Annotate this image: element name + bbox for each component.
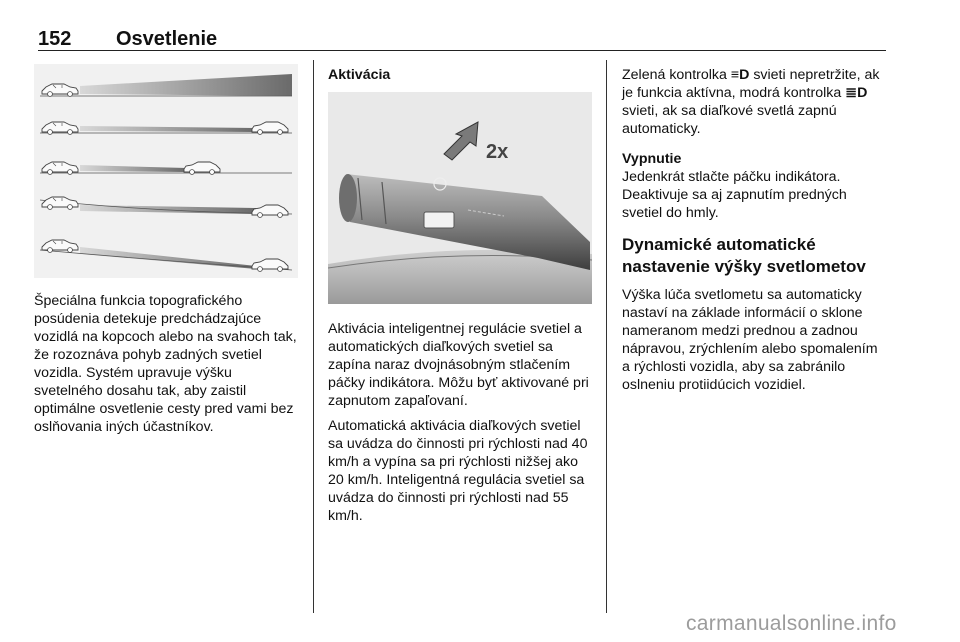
indicator-text-a: Zelená kontrolka [622, 67, 727, 83]
column-2 [328, 320, 596, 532]
indicator-paragraph [622, 66, 884, 138]
watermark: carmanualsonline.info [686, 612, 897, 635]
topography-paragraph: Špeciálna funkcia topografického posúdenia detekuje predchádzajúce vozidlá na kopcoch alebo na svahoch tak, že rozoznáva pohyb zadných svetiel vozidla. Systém upravuje výšku svetelného dosahu tak, aby zaistil optimálne osvetlenie cesty pred vami bez oslňovania iných účastníkov. [34, 293, 297, 435]
beam-range-svg [34, 64, 298, 278]
indicator-lever-illustration [328, 92, 592, 304]
column-1 [34, 292, 304, 443]
column-divider-1 [313, 60, 314, 613]
beam-row-3 [80, 165, 186, 172]
beam-row-2 [80, 126, 256, 132]
page-number: 152 [38, 28, 72, 50]
deactivation-paragraph: Jedenkrát stlačte páčku indikátora. Deaktivuje sa aj zapnutím predných svetiel do hmly. [622, 169, 847, 221]
indicator-text-c: svieti, ak sa diaľkové svetlá zapnú automaticky. [622, 103, 837, 137]
press-twice-label: 2x [486, 141, 509, 163]
beam-row-1 [80, 74, 292, 96]
lever-svg [328, 92, 592, 304]
auto-light-control-icon: ≡D [730, 67, 750, 83]
leveling-paragraph: Výška lúča svetlometu sa automaticky nastaví na základe informácií o sklone nameranom medzi prednou a zadnou nápravou, zrýchlením alebo spomalením a rýchlosti vozidla, aby sa zabránilo oslneniu protiidúcich vozidiel. [622, 287, 878, 393]
page-header [38, 28, 886, 52]
column-3 [622, 66, 884, 401]
activation-paragraph-2: Automatická aktivácia diaľkových svetiel sa uvádza do činnosti pri rýchlosti nad 40 km/h a vypína sa pri rýchlosti nižšej ako 20 km/h. Inteligentná regulácia svetiel sa uvádza do činnosti pri rýchlosti nad 55 km/h. [328, 418, 588, 524]
column-divider-2 [606, 60, 607, 613]
high-beam-icon: ≣D [845, 85, 868, 101]
page-title: Osvetlenie [116, 28, 218, 50]
indicator-text-b: svieti nepretržite, ak je funkcia aktívna, modrá kontrolka [622, 67, 880, 101]
beam-range-illustration [34, 64, 298, 278]
activation-paragraph-1: Aktivácia inteligentnej regulácie svetiel a automatických diaľkových svetiel sa zapína naraz dvojnásobným stlačením páčky indikátora. Môžu byť aktivované pri zapnutom zapaľovaní. [328, 321, 589, 409]
header-divider [38, 50, 886, 51]
section-heading-deactivation: Vypnutie [622, 151, 682, 167]
section-heading-activation: Aktivácia [328, 67, 391, 83]
section-heading-leveling: Dynamické automatické nastavenie výšky svetlometov [622, 235, 866, 276]
